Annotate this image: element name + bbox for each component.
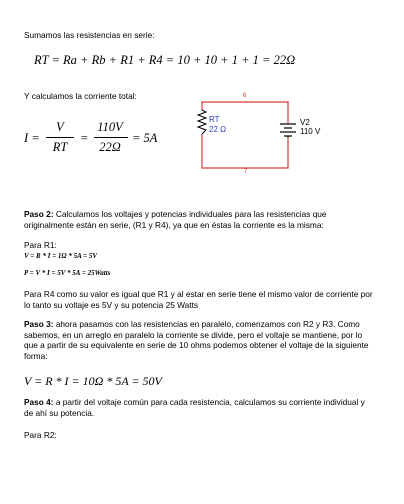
node-label-bottom: 7	[244, 169, 248, 175]
resistor-value: 22 Ω	[209, 125, 227, 134]
equation-total-resistance: RT = Ra + Rb + R1 + R4 = 10 + 10 + 1 + 1 = 22Ω	[34, 53, 296, 67]
fraction-bar	[94, 137, 128, 138]
bottom-wire	[202, 134, 288, 168]
source-name: V2	[300, 118, 310, 127]
equation-total-current	[24, 118, 174, 162]
intro-current-text: Y calculamos la corriente total:	[24, 91, 137, 101]
paso-3-paragraph	[24, 319, 374, 361]
eq-current-lhs: I =	[24, 131, 40, 145]
equation-voltage-r1: V = R * I = 1Ω * 5A = 5V	[24, 252, 98, 260]
node-label-top: 6	[243, 93, 247, 99]
equation-power-r1: P = V * I = 5V * 5A = 25Watts	[24, 269, 111, 277]
paso-4-text: a partir del voltaje común para cada resistencia, calculamos su corriente individual y de ahí su potencia.	[24, 397, 365, 418]
paso-3-label: Paso 3:	[24, 319, 54, 329]
eq-current-mid: =	[80, 131, 89, 145]
circuit-diagram	[196, 90, 326, 176]
intro-series-text: Sumamos las resistencias en serie:	[24, 30, 155, 40]
paso-4-paragraph	[24, 397, 374, 418]
eq-current-d2: 22Ω	[99, 140, 121, 154]
fraction-bar	[46, 137, 74, 138]
node-marker	[201, 101, 203, 103]
para-r1-label: Para R1:	[24, 240, 57, 250]
paso-4-label: Paso 4:	[24, 397, 54, 407]
equation-voltage-parallel: V = R * I = 10Ω * 5A = 50V	[24, 374, 162, 388]
resistor-name: RT	[209, 115, 220, 124]
eq-current-n2: 110V	[97, 120, 123, 134]
para-r2-label: Para R2:	[24, 430, 57, 440]
paso-2-paragraph	[24, 209, 374, 230]
eq-current-n1: V	[56, 120, 64, 134]
paso-2-label: Paso 2:	[24, 209, 54, 219]
eq-current-rhs: = 5A	[132, 131, 158, 145]
eq-current-d1: RT	[52, 140, 68, 154]
paso-3-text: ahora pasamos con las resistencias en paralelo, comenzamos con R2 y R3. Como sabemos, en un arreglo en paralelo la corriente se divide, pero el voltaje se mantiene, por lo que a partir de su equivalente en serie de 10 ohms podemos obtener el voltaje de la siguiente forma:	[24, 319, 369, 361]
paso-2-text: Calculamos los voltajes y potencias individuales para las resistencias que originalmente están en serie, (R1 y R4), ya que en éstas la corriente es la misma:	[24, 209, 327, 230]
node-marker	[287, 101, 289, 103]
resistor-symbol	[198, 110, 206, 134]
source-value: 110 V	[300, 127, 321, 136]
r4-paragraph: Para R4 como su valor es igual que R1 y al estar en serie tiene el mismo valor de corriente por lo tanto su voltaje es 5V y su potencia 25 Watts	[24, 289, 373, 310]
